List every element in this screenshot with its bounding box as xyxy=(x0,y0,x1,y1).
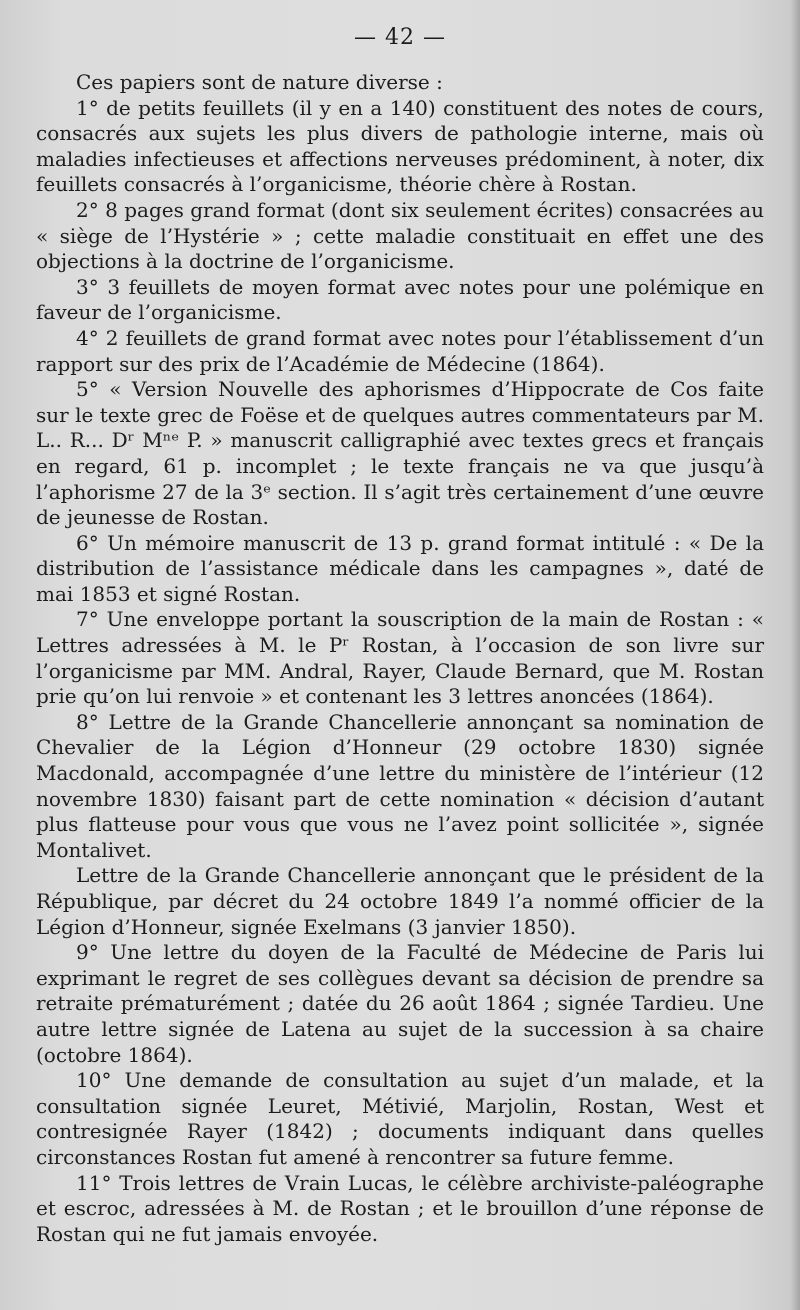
body-text xyxy=(36,70,764,1247)
paragraph-item-3: 3° 3 feuillets de moyen format avec notes pour une polémique en faveur de l’organicisme. xyxy=(36,274,764,325)
paragraph-item-9: 9° Une lettre du doyen de la Faculté de Médecine de Paris lui exprimant le regret de ses collègues devant sa décision de prendre sa retraite prématurément ; datée du 26 août 1864 ; signée Tardieu. Une autre lettre signée de Latena au sujet de la succession à sa chaire (octobre 1864). xyxy=(36,940,764,1067)
paragraph-item-8-continued: Lettre de la Grande Chancellerie annonçant que le président de la République, par décret du 24 octobre 1849 l’a nommé officier de la Légion d’Honneur, signée Exelmans (3 janvier 1850). xyxy=(36,863,764,939)
paragraph-item-2: 2° 8 pages grand format (dont six seulement écrites) consacrées au « siège de l’Hystérie » ; cette maladie constituait en effet une des objections à la doctrine de l’organicisme. xyxy=(36,197,764,274)
paragraph-item-10: 10° Une demande de consultation au sujet d’un malade, et la consultation signée Leuret, Métivié, Marjolin, Rostan, West et contresignée Rayer (1842) ; documents indiquant dans quelles circonstances Rostan fut amené à rencontrer sa future femme. xyxy=(36,1068,764,1169)
paragraph-item-5: 5° « Version Nouvelle des aphorismes d’Hippocrate de Cos faite sur le texte grec de Foëse et de quelques autres commentateurs par M. L.. R... Dʳ Mⁿᵉ P. » manuscrit calligraphié avec textes grecs et français en regard, 61 p. incomplet ; le texte français ne va que jusqu’à l’aphorisme 27 de la 3ᵉ section. Il s’agit très certainement d’une œuvre de jeunesse de Rostan. xyxy=(36,377,764,530)
page-number: — 42 — xyxy=(354,25,446,50)
paragraph-item-1: 1° de petits feuillets (il y en a 140) constituent des notes de cours, consacrés aux sujets les plus divers de pathologie interne, mais où maladies infectieuses et affections nerveuses prédominent, à noter, dix feuillets consacrés à l’organicisme, théorie chère à Rostan. xyxy=(36,95,764,197)
paragraph-item-6: 6° Un mémoire manuscrit de 13 p. grand format intitulé : « De la distribution de l’assistance médicale dans les campagnes », daté de mai 1853 et signé Rostan. xyxy=(36,530,764,606)
paragraph-item-8: 8° Lettre de la Grande Chancellerie annonçant sa nomination de Chevalier de la Légion d’Honneur (29 octobre 1830) signée Macdonald, accompagnée d’une lettre du ministère de l’intérieur (12 novembre 1830) faisant part de cette nomination « décision d’autant plus flatteuse pour vous que vous ne l’avez point sollicitée », signée Montalivet. xyxy=(36,709,764,862)
paragraph-intro: Ces papiers sont de nature diverse : xyxy=(76,70,443,94)
paragraph-item-4: 4° 2 feuillets de grand format avec notes pour l’établissement d’un rapport sur des prix de l’Académie de Médecine (1864). xyxy=(36,325,764,376)
paragraph-item-7: 7° Une enveloppe portant la souscription de la main de Rostan : « Lettres adressées à M. le Pʳ Rostan, à l’occasion de son livre sur l’organicisme par MM. Andral, Rayer, Claude Bernard, que M. Rostan prie qu’on lui renvoie » et contenant les 3 lettres anoncées (1864). xyxy=(36,607,764,709)
paragraph-item-11: 11° Trois lettres de Vrain Lucas, le célèbre archiviste-paléographe et escroc, adressées à M. de Rostan ; et le brouillon d’une réponse de Rostan qui ne fut jamais envoyée. xyxy=(36,1170,764,1246)
